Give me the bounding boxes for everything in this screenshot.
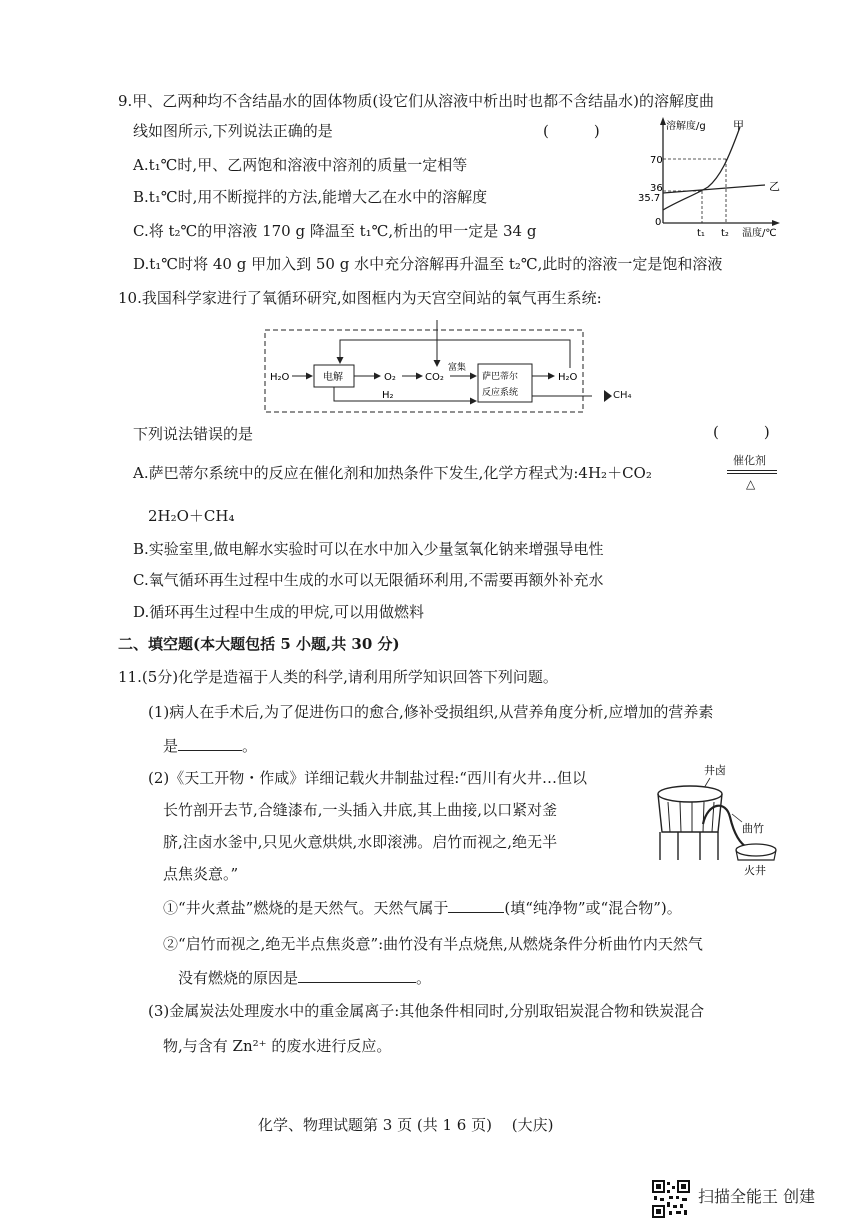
q11-sub2-prefix: 没有燃烧的原因是 (178, 969, 299, 987)
q11-part3-line1: (3)金属炭法处理废水中的重金属离子:其他条件相同时,分别取铝炭混合物和铁炭混合 (148, 1002, 705, 1020)
q11-sub2-suffix: 。 (416, 969, 432, 987)
graph-tick-70: 70 (650, 155, 663, 166)
q11-sub1-line (163, 898, 682, 918)
q11-sub1-answer-blank[interactable] (448, 898, 504, 913)
diagram-o2: O₂ (384, 372, 396, 383)
q9-stem-line1: 9.甲、乙两种均不含结晶水的固体物质(设它们从溶液中析出时也都不含结晶水)的溶解度曲 (118, 92, 715, 110)
q9-answer-paren: ( ) (543, 122, 600, 140)
diagram-arrow-h2 (334, 387, 476, 401)
q11-intro: 11.(5分)化学是造福于人类的科学,请利用所学知识回答下列问题。 (118, 668, 558, 686)
fire-well-illustration (648, 762, 780, 878)
q10-catalyst-label: 催化剂 (733, 454, 766, 467)
qr-code-icon (652, 1180, 690, 1218)
q11-part1-prefix: 是 (163, 737, 179, 755)
q10-option-a-line2: 2H₂O＋CH₄ (148, 507, 235, 525)
q10-stem-line1: 10.我国科学家进行了氧循环研究,如图框内为天宫空间站的氧气再生系统: (118, 289, 602, 307)
q10-equation-bar-top (727, 470, 777, 471)
diagram-h2o-out: H₂O (558, 372, 578, 383)
diagram-co2: CO₂ (425, 372, 444, 383)
q10-heat-symbol: △ (746, 477, 756, 491)
diagram-ch4: CH₄ (613, 390, 632, 401)
q10-option-c: C.氧气循环再生过程中生成的水可以无限循环利用,不需要再额外补充水 (133, 571, 604, 589)
diagram-sabatier-line2: 反应系统 (482, 388, 519, 398)
diagram-sabatier-line1: 萨巴蒂尔 (482, 372, 519, 382)
graph-tick-35-7: 35.7 (638, 193, 661, 204)
q11-part1-suffix: 。 (242, 737, 258, 755)
q11-part2-line2: 长竹剖开去节,合缝漆布,一头插入井底,其上曲接,以口紧对釜 (163, 801, 558, 819)
illustration-bamboo-label: 曲竹 (742, 822, 764, 835)
q11-sub2-line1: ②“启竹而视之,绝无半点焦炎意”:曲竹没有半点烧焦,从燃烧条件分析曲竹内天然气 (163, 935, 703, 953)
q11-part1-line1: (1)病人在手术后,为了促进伤口的愈合,修补受损组织,从营养角度分析,应增加的营养素 (148, 703, 714, 721)
graph-curve-yi (663, 185, 765, 193)
q9-stem-line2: 线如图所示,下列说法正确的是 (133, 122, 333, 140)
graph-tick-36: 36 (650, 183, 663, 194)
graph-y-label: 溶解度/g (666, 121, 706, 132)
illustration-fire-well-mouth (736, 844, 776, 856)
q10-stem: 下列说法错误的是 (133, 425, 254, 443)
graph-tick-t2: t₂ (721, 228, 729, 239)
q11-sub2-answer-blank[interactable] (298, 968, 416, 983)
q11-sub2-line2 (178, 968, 431, 988)
q10-option-b: B.实验室里,做电解水实验时可以在水中加入少量氢氧化钠来增强导电性 (133, 540, 604, 558)
graph-origin: 0 (655, 217, 662, 228)
q11-part3-line2: 物,与含有 Zn²⁺ 的废水进行反应。 (163, 1037, 392, 1055)
illustration-well-brine-label: 井卤 (704, 764, 726, 777)
illustration-pot-slat (668, 802, 670, 832)
graph-curve-jia (663, 127, 740, 210)
q11-part2-line1: (2)《天工开物・作咸》详细记载火井制盐过程:“西川有火井…但以 (148, 769, 587, 787)
diagram-electrolysis-label: 电解 (323, 372, 343, 383)
q9-option-a: A.t₁℃时,甲、乙两饱和溶液中溶剂的质量一定相等 (133, 156, 468, 174)
page-footer: 化学、物理试题第 3 页 (共 1 6 页) (大庆) (258, 1116, 554, 1134)
q11-part2-line3: 脐,注卤水釜中,只见火意烘烘,水即滚沸。启竹而视之,绝无半 (163, 833, 558, 851)
illustration-pot-slat (680, 802, 681, 832)
q11-sub1-hint: (填“纯净物”或“混合物”)。 (504, 899, 682, 917)
q11-part1-line2 (163, 736, 257, 756)
q11-sub1-text: ①“井火煮盐”燃烧的是天然气。天然气属于 (163, 899, 449, 917)
q10-option-a-line1: A.萨巴蒂尔系统中的反应在催化剂和加热条件下发生,化学方程式为:4H₂＋CO₂ (133, 464, 652, 482)
graph-x-label: 温度/℃ (742, 228, 777, 239)
oxygen-regeneration-diagram (262, 318, 592, 414)
graph-series-jia-label: 甲 (733, 119, 744, 132)
diagram-h2o-in: H₂O (270, 372, 290, 383)
q11-part2-line4: 点焦炎意。” (163, 865, 239, 883)
graph-tick-t1: t₁ (697, 228, 705, 239)
q9-option-d: D.t₁℃时将 40 g 甲加入到 50 g 水中充分溶解再升温至 t₂℃,此时的溶液一定是饱和溶液 (133, 255, 723, 273)
illustration-fire-well-label: 火井 (744, 864, 766, 877)
diagram-enrich-label: 富集 (448, 363, 467, 373)
diagram-h2: H₂ (382, 390, 394, 401)
diagram-dashed-frame (265, 330, 583, 412)
illustration-pot-slat (703, 802, 704, 832)
q11-part1-answer-blank[interactable] (178, 736, 242, 751)
solubility-graph (630, 115, 790, 241)
illustration-bamboo-pointer (732, 814, 742, 822)
q10-answer-paren: ( ) (713, 423, 770, 441)
q10-option-d: D.循环再生过程中生成的甲烷,可以用做燃料 (133, 603, 425, 621)
graph-series-yi-label: 乙 (769, 180, 780, 193)
scanner-watermark: 扫描全能王 创建 (698, 1187, 816, 1206)
section-2-heading: 二、填空题(本大题包括 5 小题,共 30 分) (118, 635, 400, 653)
q9-option-b: B.t₁℃时,用不断搅拌的方法,能增大乙在水中的溶解度 (133, 188, 488, 206)
illustration-pot-rim (658, 786, 722, 802)
q9-option-c: C.将 t₂℃的甲溶液 170 g 降温至 t₁℃,析出的甲一定是 34 g (133, 222, 537, 240)
graph-x-arrow (772, 220, 780, 226)
